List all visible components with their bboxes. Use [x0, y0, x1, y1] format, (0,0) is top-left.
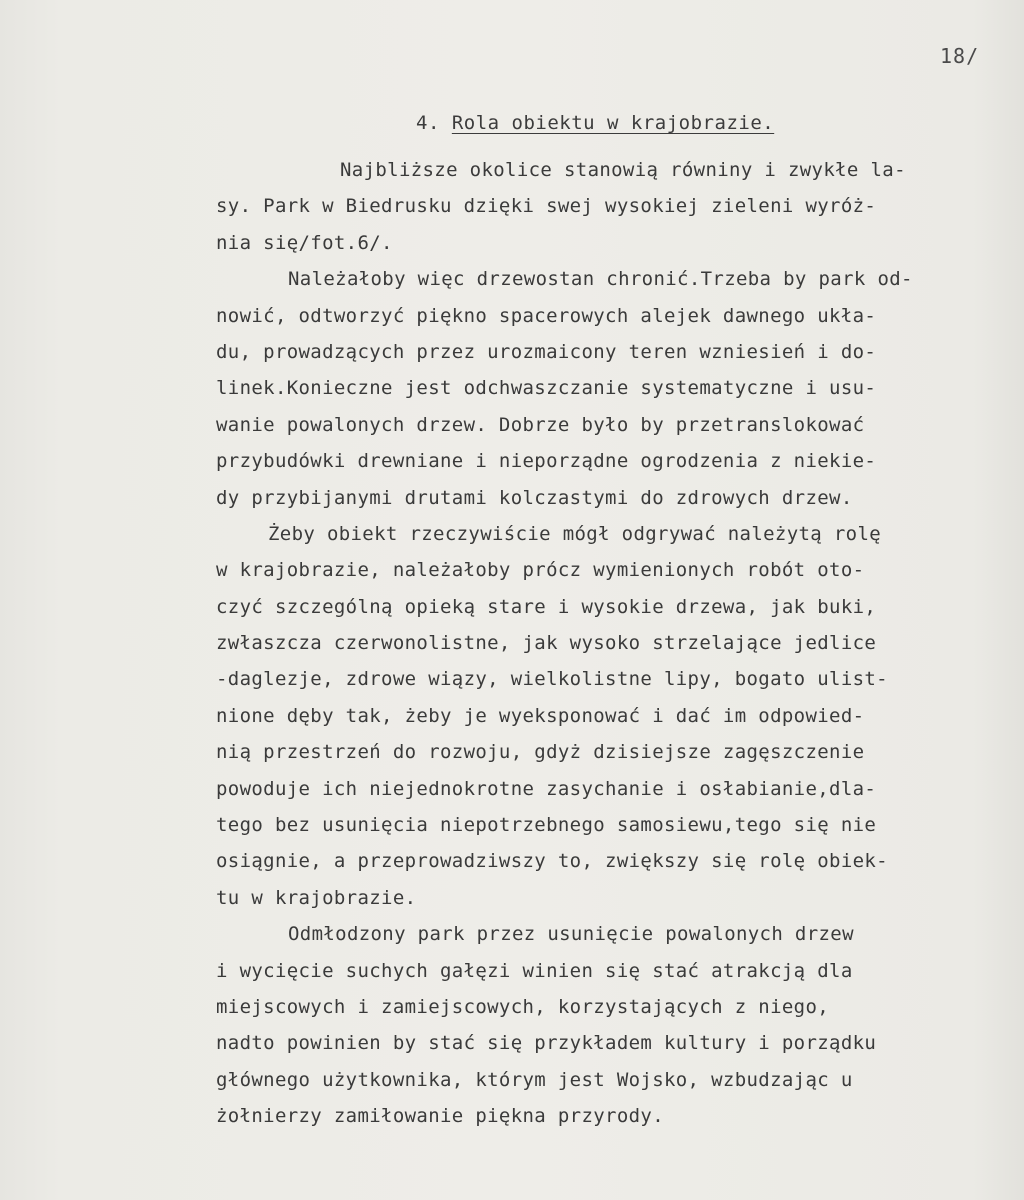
text-line: nowić, odtworzyć piękno spacerowych alejek dawnego ukła-	[216, 304, 877, 327]
section-title: Rola obiektu w krajobrazie.	[451, 112, 775, 134]
text-line: tu w krajobrazie.	[216, 886, 417, 909]
text-line: du, prowadzących przez urozmaicony teren wzniesień i do-	[216, 340, 877, 363]
text-line: Najbliższe okolice stanowią równiny i zwykłe la-	[340, 159, 906, 181]
text-line: sy. Park w Biedrusku dzięki swej wysokiej zieleni wyróż-	[216, 195, 877, 218]
text-line: nia się/fot.6/.	[216, 231, 393, 254]
text-line: Należałoby więc drzewostan chronić.Trzeba by park od-	[288, 268, 913, 291]
text-line: i wycięcie suchych gałęzi winien się stać atrakcją dla	[216, 959, 853, 982]
body-text	[216, 152, 1016, 1135]
text-line: nią przestrzeń do rozwoju, gdyż dzisiejsze zagęszczenie	[216, 741, 865, 764]
text-line: nione dęby tak, żeby je wyeksponować i dać im odpowied-	[216, 704, 865, 727]
text-line: osiągnie, a przeprowadziwszy to, zwiększy się rolę obiek-	[216, 850, 888, 873]
text-line: powoduje ich niejednokrotne zasychanie i osłabianie,dla-	[216, 777, 877, 800]
text-line: -daglezje, zdrowe wiązy, wielkolistne lipy, bogato ulist-	[216, 668, 888, 691]
text-line: głównego użytkownika, którym jest Wojsko, wzbudzając u	[216, 1068, 853, 1091]
section-number: 4.	[416, 112, 440, 134]
text-line: zwłaszcza czerwonolistne, jak wysoko strzelające jedlice	[216, 632, 877, 655]
text-line: przybudówki drewniane i nieporządne ogrodzenia z niekie-	[216, 450, 877, 473]
text-line: linek.Konieczne jest odchwaszczanie systematyczne i usu-	[216, 377, 877, 400]
section-heading	[416, 112, 774, 134]
text-line: tego bez usunięcia niepotrzebnego samosiewu,tego się nie	[216, 814, 877, 837]
text-line: czyć szczególną opieką stare i wysokie drzewa, jak buki,	[216, 595, 877, 618]
text-line: wanie powalonych drzew. Dobrze było by przetranslokować	[216, 413, 865, 436]
text-line: żołnierzy zamiłowanie piękna przyrody.	[216, 1105, 664, 1128]
text-line: Odmłodzony park przez usunięcie powalonych drzew	[288, 923, 854, 946]
text-line: Żeby obiekt rzeczywiście mógł odgrywać należytą rolę	[268, 522, 882, 545]
text-line: miejscowych i zamiejscowych, korzystających z niego,	[216, 995, 830, 1018]
text-line: dy przybijanymi drutami kolczastymi do zdrowych drzew.	[216, 486, 853, 509]
text-line: w krajobrazie, należałoby prócz wymienionych robót oto-	[216, 559, 865, 582]
page-number: 18/	[940, 44, 980, 68]
text-line: nadto powinien by stać się przykładem kultury i porządku	[216, 1032, 877, 1055]
